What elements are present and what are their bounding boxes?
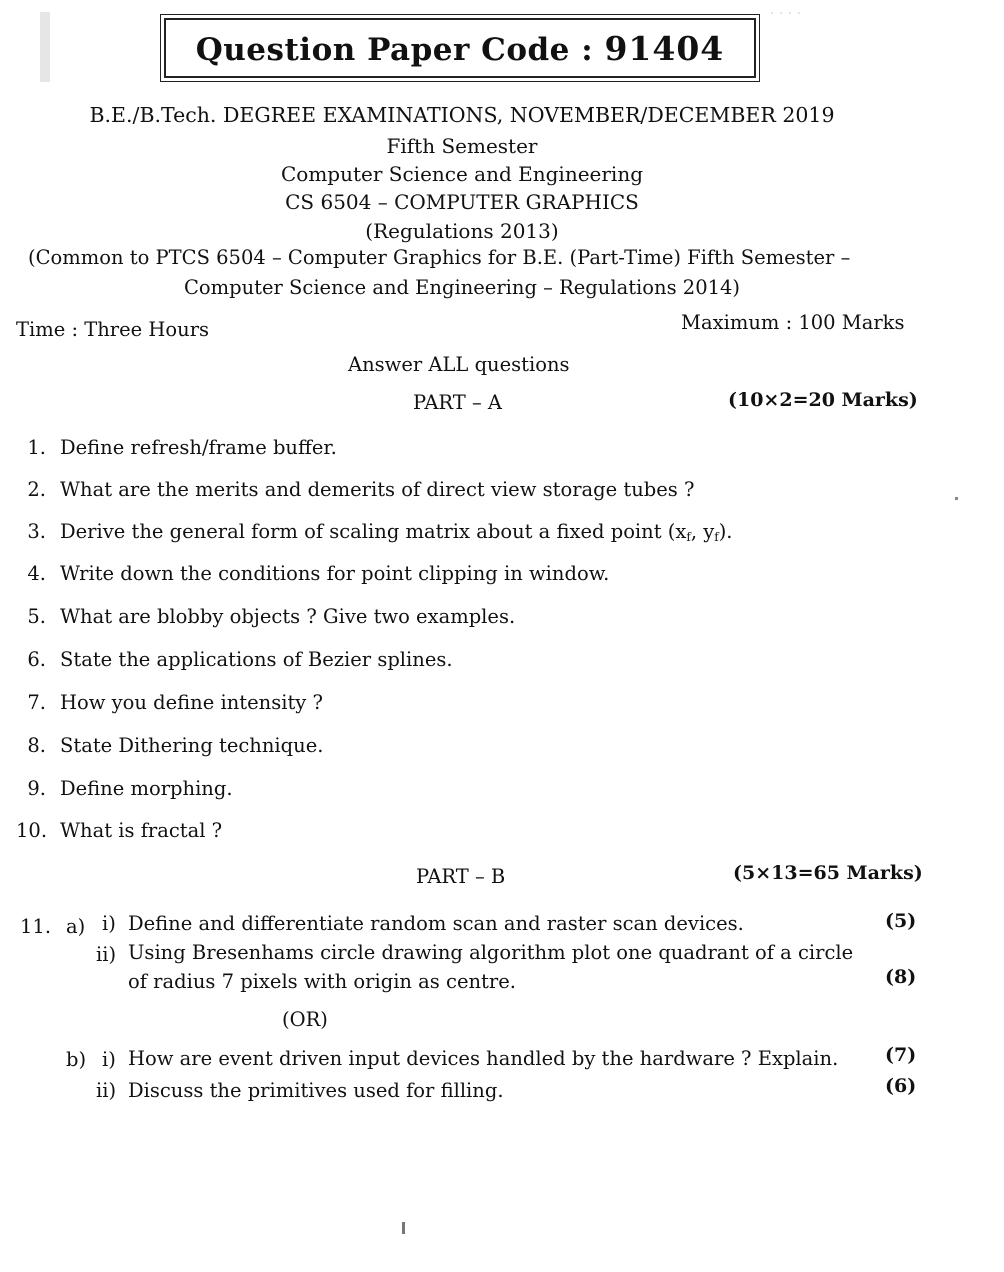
question-number: 8. [27,734,46,757]
common-to-line-2: Computer Science and Engineering – Regulations 2014) [183,276,741,299]
code-value: 91404 [604,29,725,68]
question-number: 7. [27,691,46,714]
scan-margin-mark [40,12,50,82]
subpart-text-line-1: Using Bresenhams circle drawing algorithm plot one quadrant of a circle [128,941,854,964]
question-number: 3. [27,520,46,543]
or-separator: (OR) [282,1008,328,1031]
question-number: 2. [27,478,46,501]
question-number: 1. [27,436,46,459]
question-number: 4. [27,562,46,585]
part-a-title: PART – A [413,391,502,414]
question-text-part: ). [718,520,733,543]
subpart-label: i) [102,912,116,935]
subpart-marks: (8) [885,966,917,988]
bleed-through-text: . . . . [770,2,802,18]
scan-speck [955,497,958,500]
common-to-line-1: (Common to PTCS 6504 – Computer Graphics for B.E. (Part-Time) Fifth Semester – [28,246,851,269]
subpart-label: ii) [96,1079,117,1102]
page-mark [402,1222,405,1234]
subpart-label: i) [102,1048,116,1071]
department: Computer Science and Engineering [280,162,644,186]
question-text [60,520,733,544]
maximum-marks: Maximum : 100 Marks [681,311,905,334]
subscript: f [714,530,719,544]
question-text: Define morphing. [60,777,233,800]
subpart-marks: (7) [885,1044,917,1066]
time-allowed: Time : Three Hours [16,318,210,341]
subpart-marks: (5) [885,910,917,932]
question-text: What are blobby objects ? Give two examples. [60,605,516,628]
part-b-title: PART – B [416,865,506,888]
part-b-marks: (5×13=65 Marks) [733,862,923,884]
subpart-text: How are event driven input devices handled by the hardware ? Explain. [128,1047,839,1070]
subpart-marks: (6) [885,1075,917,1097]
question-text: What is fractal ? [60,819,223,842]
code-label: Question Paper Code : [195,32,605,68]
question-text: State Dithering technique. [60,734,324,757]
subpart-text: Discuss the primitives used for filling. [128,1079,504,1102]
exam-title: B.E./B.Tech. DEGREE EXAMINATIONS, NOVEMBER/DECEMBER 2019 [89,103,835,127]
question-text-part: Derive the general form of scaling matrix about a fixed point (x [60,520,687,543]
regulations: (Regulations 2013) [365,219,559,243]
question-text: Define refresh/frame buffer. [60,436,337,459]
question-number: 11. [20,915,52,938]
question-number: 10. [16,819,48,842]
subpart-text-line-2: of radius 7 pixels with origin as centre. [128,970,516,993]
instruction: Answer ALL questions [348,353,570,376]
part-a-marks: (10×2=20 Marks) [728,389,918,411]
question-paper-code-box [164,18,756,78]
question-text: What are the merits and demerits of direct view storage tubes ? [60,478,695,501]
subpart-label: ii) [96,943,117,966]
semester: Fifth Semester [386,134,538,158]
question-text: How you define intensity ? [60,691,323,714]
option-a-label: a) [66,915,86,938]
course-title: CS 6504 – COMPUTER GRAPHICS [285,190,639,214]
option-b-label: b) [66,1048,87,1071]
subscript: f [686,530,691,544]
question-text: State the applications of Bezier splines. [60,648,453,671]
question-text: Write down the conditions for point clipping in window. [60,562,610,585]
question-text-part: , y [690,520,715,543]
subpart-text: Define and differentiate random scan and raster scan devices. [128,912,744,935]
question-number: 6. [27,648,46,671]
question-number: 5. [27,605,46,628]
question-number: 9. [27,777,46,800]
